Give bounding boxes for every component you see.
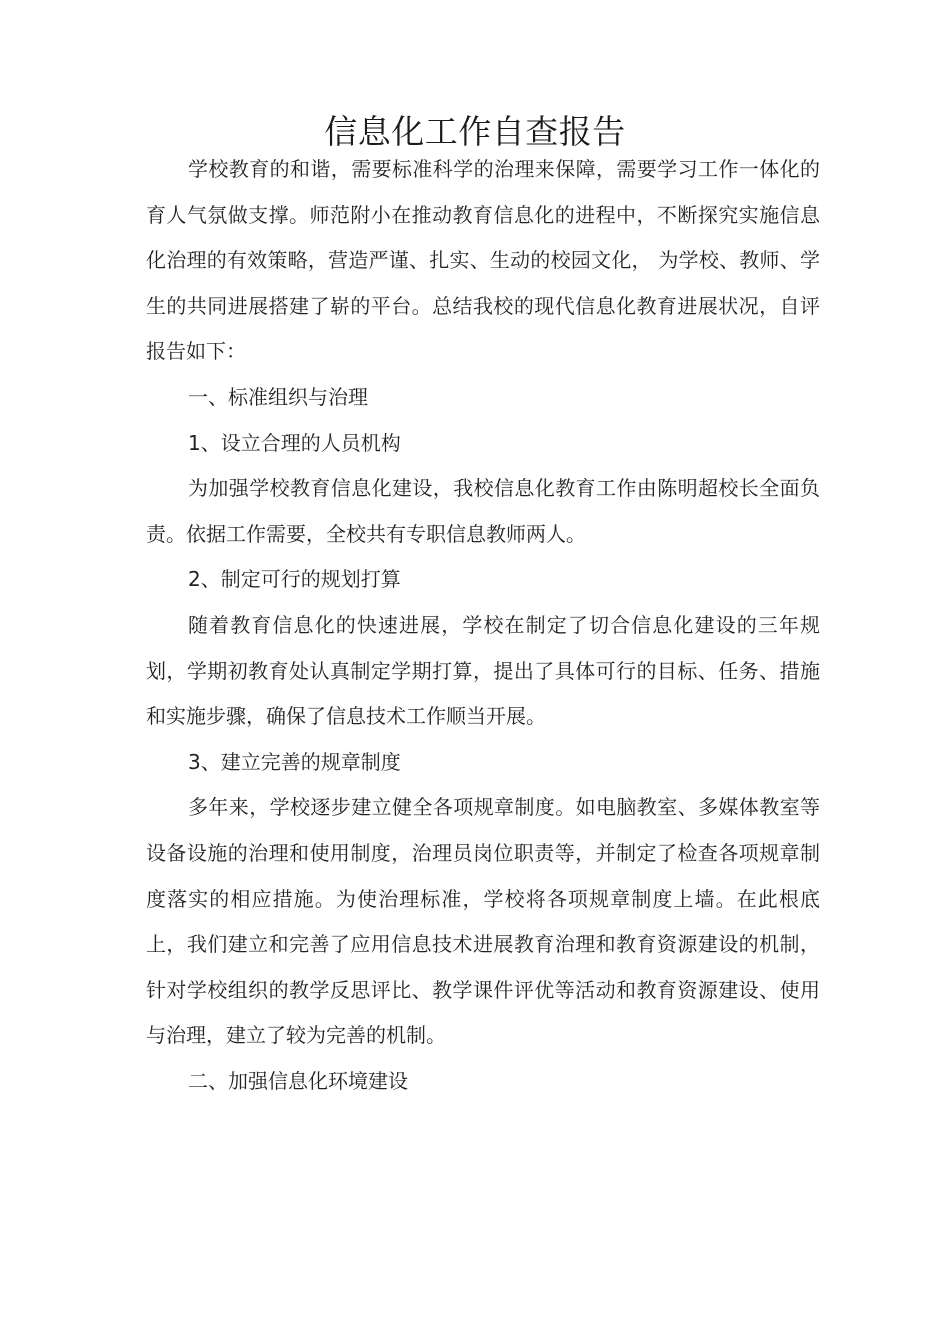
item-paragraph-1: 为加强学校教育信息化建设，我校信息化教育工作由陈明超校长全面负责。依据工作需要，全校共有专职信息教师两人。 [146, 476, 820, 546]
document-title: 信息化工作自查报告 [324, 112, 626, 152]
item-heading-1: 1、设立合理的人员机构 [188, 430, 401, 455]
section-heading-2: 二、加强信息化环境建设 [188, 1068, 408, 1093]
intro-paragraph: 学校教育的和谐，需要标准科学的治理来保障，需要学习工作一体化的育人气氛做支撑。师范附小在推动教育信息化的进程中，不断探究实施信息化治理的有效策略，营造严谨、扎实、生动的校园文化， 为学校、教师、学生的共同进展搭建了崭的平台。总结我校的现代信息化教育进展状况，自评报告如下： [146, 157, 820, 364]
document-body [146, 147, 820, 1104]
item-heading-3: 3、建立完善的规章制度 [188, 749, 401, 774]
section-heading-1: 一、标准组织与治理 [188, 384, 368, 409]
item-heading-2: 2、制定可行的规划打算 [188, 567, 401, 592]
item-paragraph-3: 多年来，学校逐步建立健全各项规章制度。如电脑教室、多媒体教室等设备设施的治理和使用制度，治理员岗位职责等，并制定了检查各项规章制度落实的相应措施。为使治理标准，学校将各项规章制度上墙。在此根底上，我们建立和完善了应用信息技术进展教育治理和教育资源建设的机制，针对学校组织的教学反思评比、教学课件评优等活动和教育资源建设、使用与治理，建立了较为完善的机制。 [146, 795, 820, 1048]
item-paragraph-2: 随着教育信息化的快速进展，学校在制定了切合信息化建设的三年规划，学期初教育处认真制定学期打算，提出了具体可行的目标、任务、措施和实施步骤，确保了信息技术工作顺当开展。 [146, 612, 820, 729]
